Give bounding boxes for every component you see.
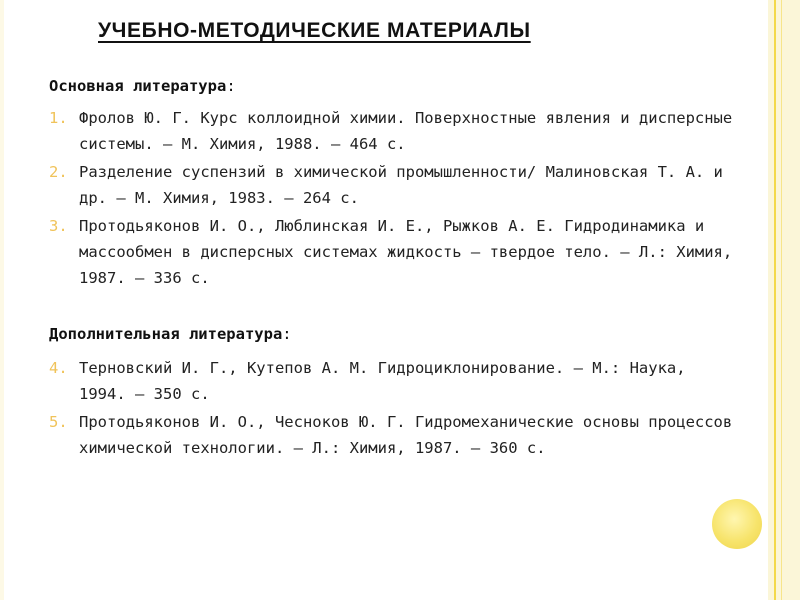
additional-literature-heading [49, 325, 292, 343]
list-number: 4. [49, 359, 68, 377]
list-item-text: Фролов Ю. Г. Курс коллоидной химии. Поверхностные явления и дисперсные системы. – М. Химия, 1988. – 464 с. [79, 109, 733, 153]
heading-colon: : [226, 77, 236, 95]
list-item [49, 409, 739, 461]
additional-literature-heading-text: Дополнительная литература [49, 325, 283, 343]
page-title: УЧЕБНО-МЕТОДИЧЕСКИЕ МАТЕРИАЛЫ [98, 19, 531, 42]
list-item-text: Терновский И. Г., Кутепов А. М. Гидроциклонирование. – М.: Наука, 1994. – 350 с. [79, 359, 686, 403]
list-item-text: Протодьяконов И. О., Чесноков Ю. Г. Гидромеханические основы процессов химической технологии. – Л.: Химия, 1987. – 360 с. [79, 413, 733, 457]
main-literature-heading [49, 77, 236, 95]
list-item [49, 355, 739, 407]
border-line-thin [781, 0, 782, 600]
list-number: 2. [49, 163, 68, 181]
list-number: 3. [49, 217, 68, 235]
list-item [49, 159, 739, 211]
main-literature-heading-text: Основная литература [49, 77, 227, 95]
list-item [49, 213, 739, 291]
list-number: 5. [49, 413, 68, 431]
border-line [774, 0, 776, 600]
decorative-circle [712, 499, 762, 549]
list-item-text: Разделение суспензий в химической промышленности/ Малиновская Т. А. и др. – М. Химия, 1983. – 264 с. [79, 163, 723, 207]
list-number: 1. [49, 109, 68, 127]
slide-left-border [0, 0, 4, 600]
list-item [49, 105, 739, 157]
slide-right-border [768, 0, 800, 600]
list-item-text: Протодьяконов И. О., Люблинская И. Е., Рыжков А. Е. Гидродинамика и массообмен в дисперсных системах жидкость – твердое тело. – Л.: Химия, 1987. – 336 с. [79, 217, 733, 287]
heading-colon: : [282, 325, 292, 343]
